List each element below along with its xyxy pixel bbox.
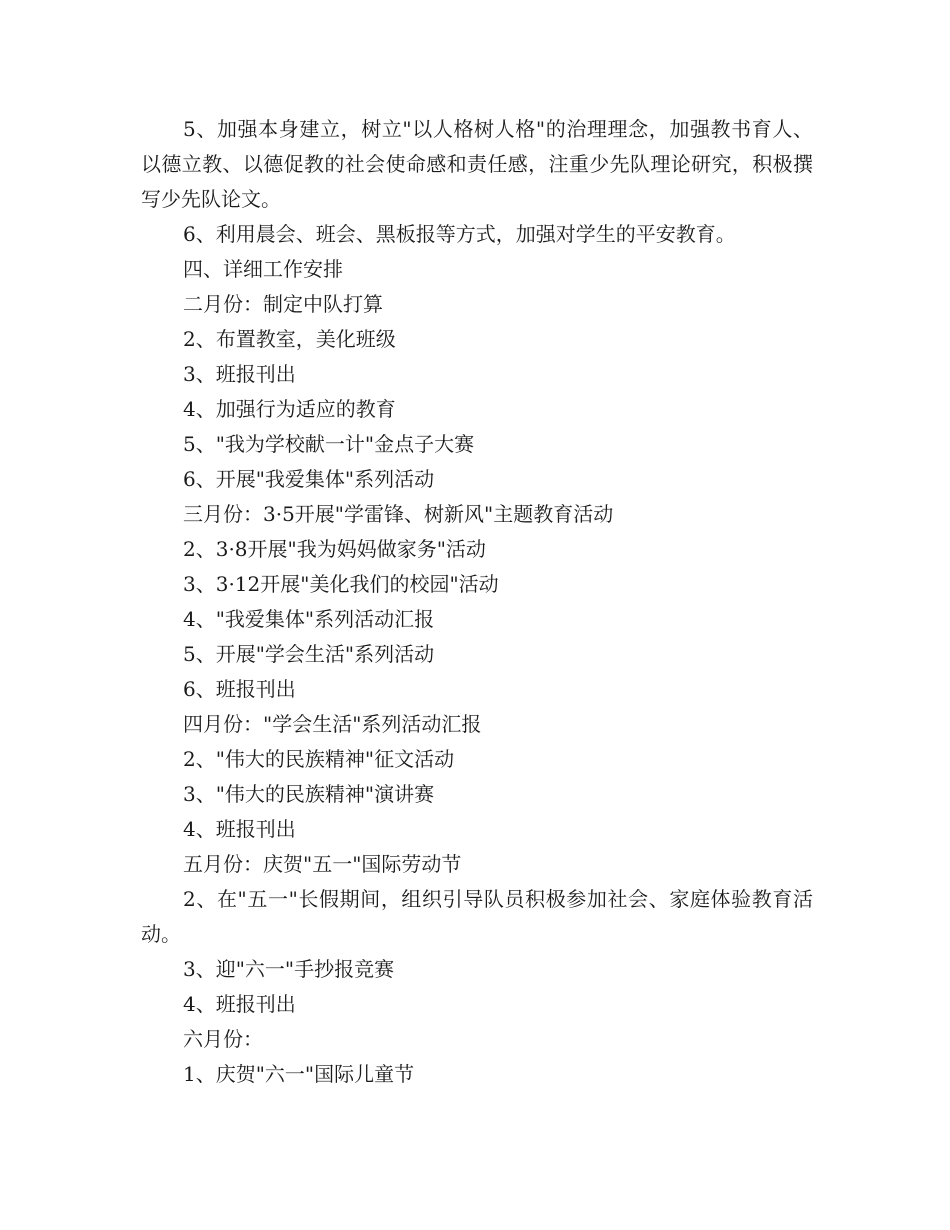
- month-heading-february: 二月份：制定中队打算: [183, 292, 383, 316]
- list-item: 4、"我爱集体"系列活动汇报: [183, 607, 435, 631]
- list-item: 4、班报刊出: [183, 817, 296, 841]
- list-item: 6、班报刊出: [183, 677, 296, 701]
- month-heading-april: 四月份："学会生活"系列活动汇报: [183, 712, 482, 736]
- list-item: 3、迎"六一"手抄报竞赛: [183, 957, 395, 981]
- list-item: 6、开展"我爱集体"系列活动: [183, 467, 435, 491]
- list-item: 3、班报刊出: [183, 362, 296, 386]
- list-item: 2、3·8开展"我为妈妈做家务"活动: [183, 537, 486, 561]
- list-item: 5、"我为学校献一计"金点子大赛: [183, 432, 475, 456]
- list-item: 3、3·12开展"美化我们的校园"活动: [183, 572, 499, 596]
- document-body: [141, 112, 813, 1092]
- list-item: 4、班报刊出: [183, 992, 296, 1016]
- paragraph-item-5-self-building: 5、加强本身建立，树立"以人格树人格"的治理理念，加强教书育人、以德立教、以德促教的社会使命感和责任感，注重少先队理论研究，积极撰写少先队论文。: [141, 117, 813, 211]
- list-item: 2、"伟大的民族精神"征文活动: [183, 747, 455, 771]
- list-item: 4、加强行为适应的教育: [183, 397, 396, 421]
- list-item: 1、庆贺"六一"国际儿童节: [183, 1062, 415, 1086]
- month-heading-june: 六月份：: [183, 1027, 263, 1051]
- list-item: 2、在"五一"长假期间，组织引导队员积极参加社会、家庭体验教育活动。: [141, 887, 813, 946]
- month-heading-march: 三月份：3·5开展"学雷锋、树新风"主题教育活动: [183, 502, 614, 526]
- section-heading-work-schedule: 四、详细工作安排: [183, 257, 343, 281]
- list-item: 2、布置教室，美化班级: [183, 327, 396, 351]
- month-heading-may: 五月份：庆贺"五一"国际劳动节: [183, 852, 462, 876]
- list-item: 3、"伟大的民族精神"演讲赛: [183, 782, 435, 806]
- paragraph-item-6-safety-education: 6、利用晨会、班会、黑板报等方式，加强对学生的平安教育。: [183, 222, 736, 246]
- list-item: 5、开展"学会生活"系列活动: [183, 642, 435, 666]
